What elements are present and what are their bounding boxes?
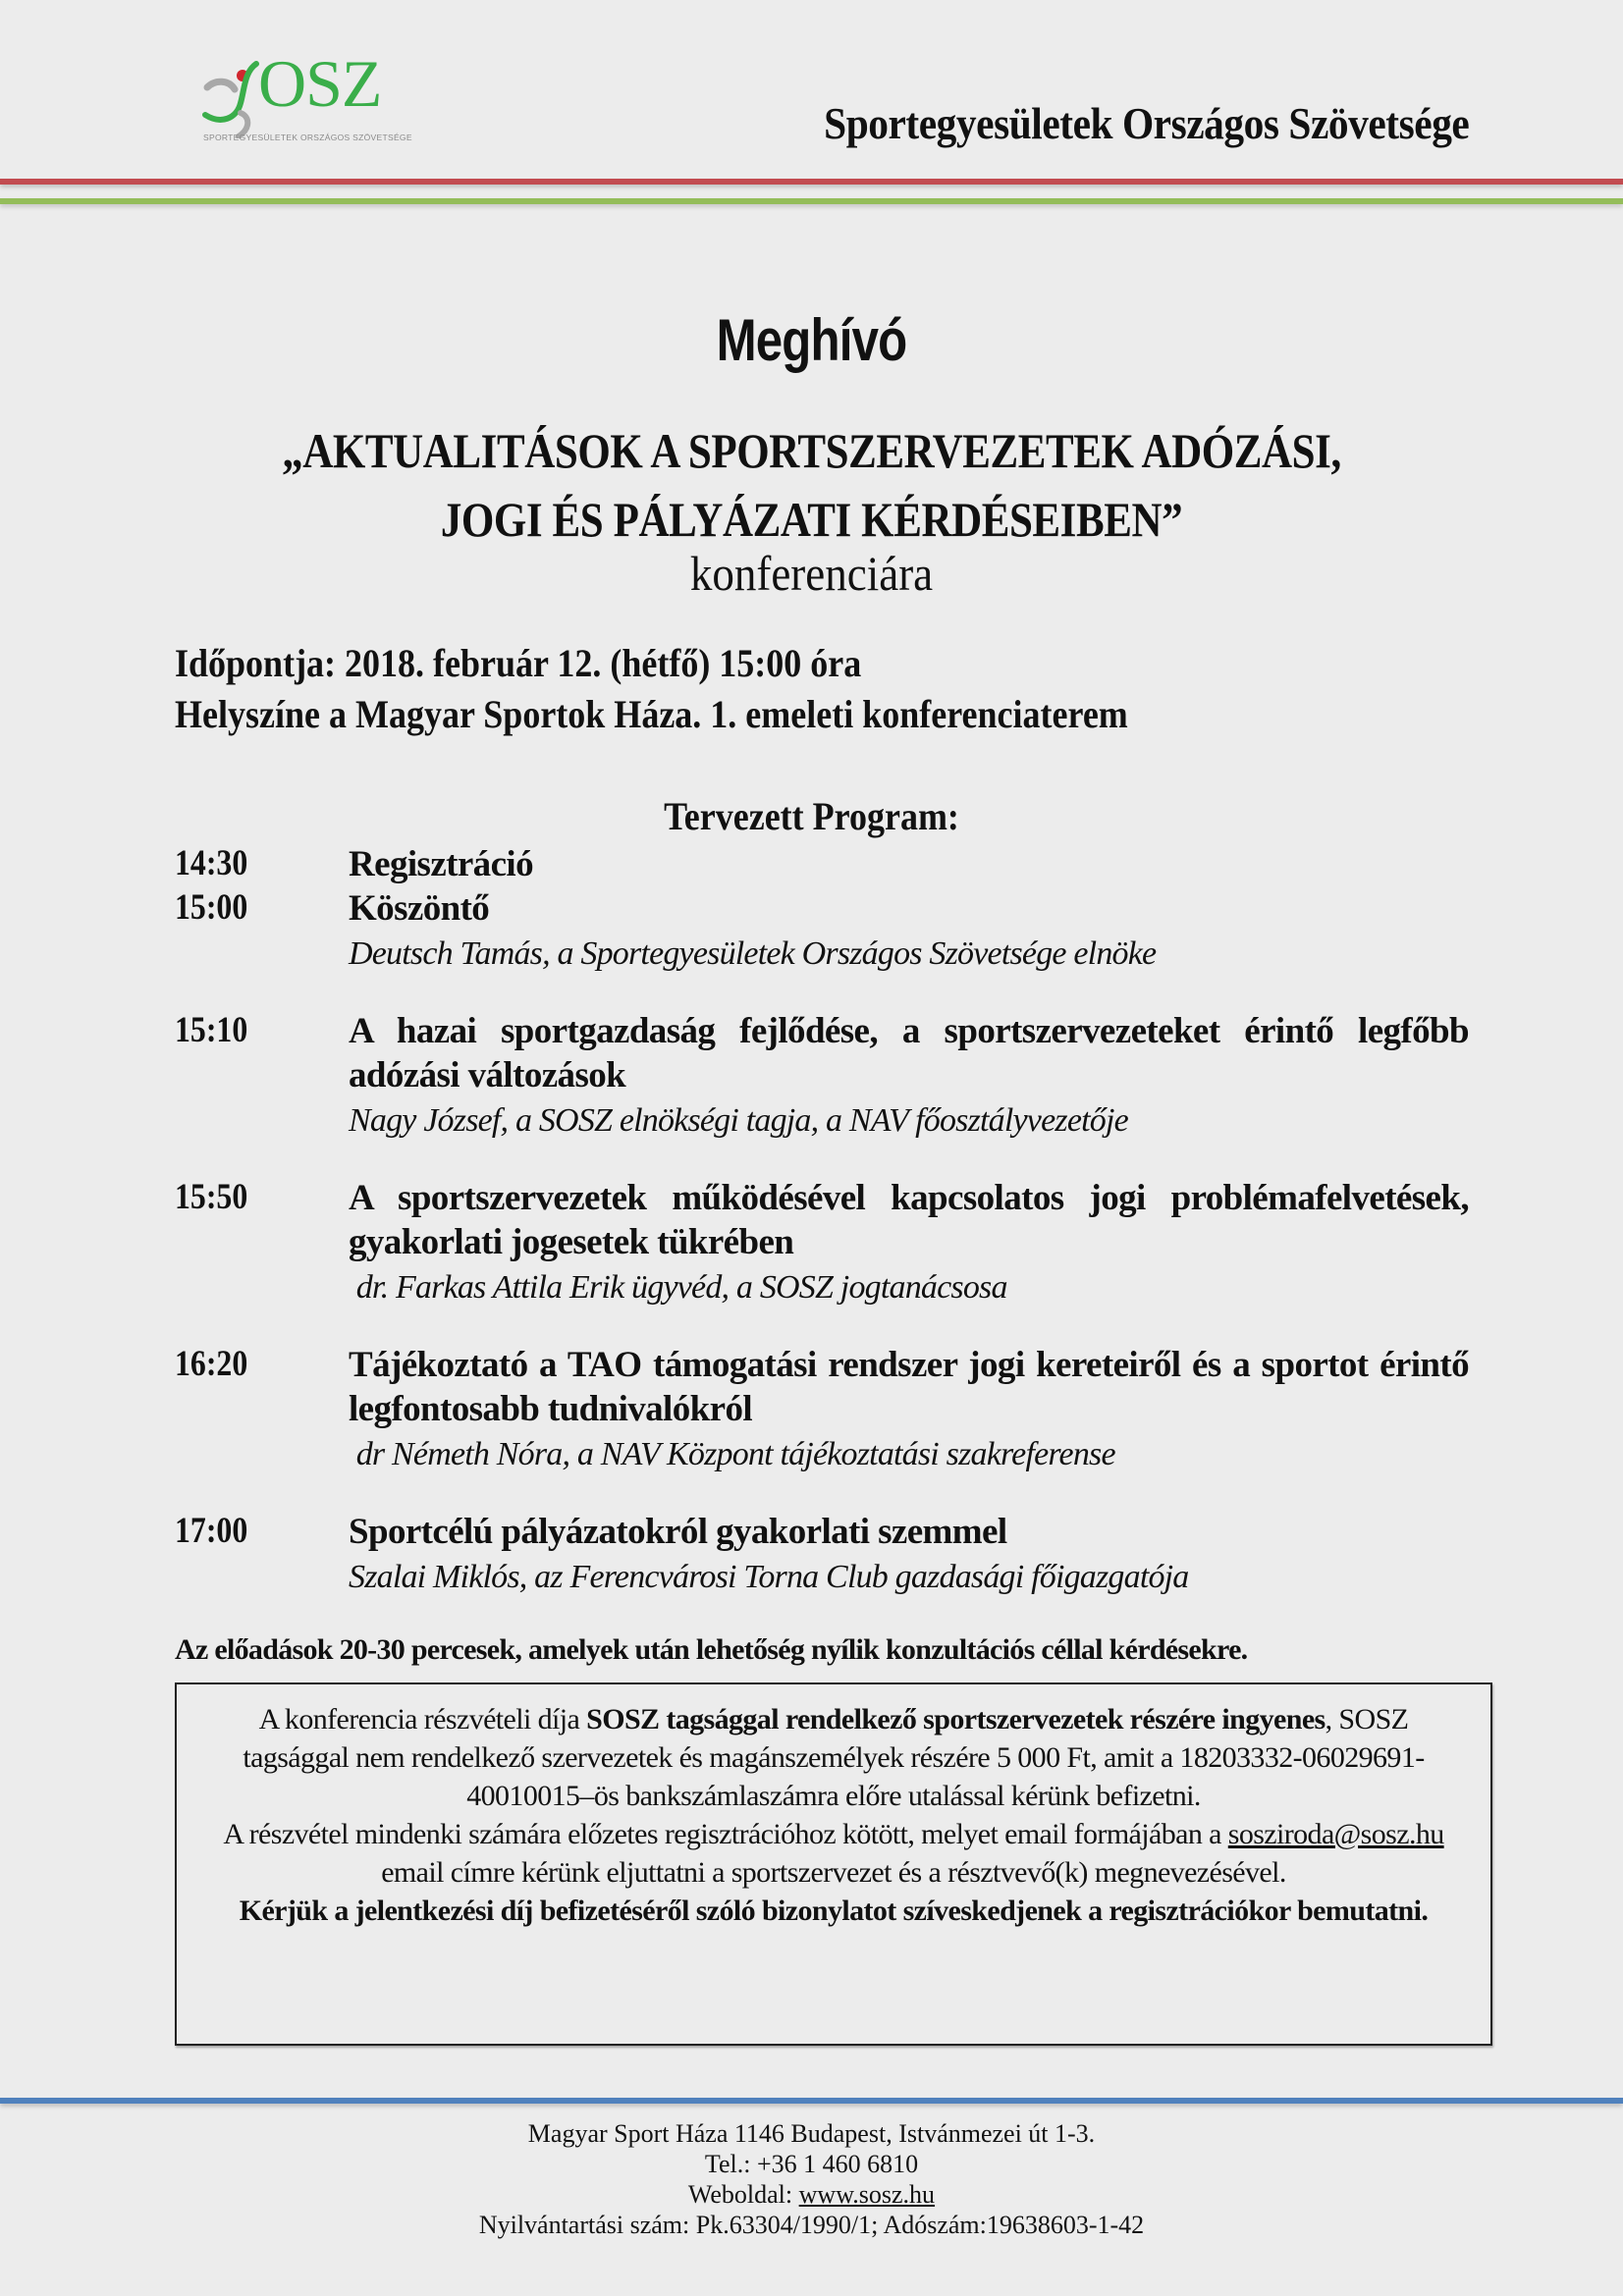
event-venue: Helyszíne a Magyar Sportok Háza. 1. emeleti konferenciaterem [175, 692, 1128, 736]
footer-website: Weboldal: www.sosz.hu [687, 2180, 936, 2209]
registration-info-box [175, 1682, 1492, 2046]
agenda-topic: A hazai sportgazdaság fejlődése, a sportszervezeteket érintő legfőbb adózási változások [349, 1011, 1469, 1095]
agenda-speaker: Nagy József, a SOSZ elnökségi tagja, a NAV főosztályvezetője [349, 1102, 1128, 1139]
conference-subtitle: konferenciára [689, 546, 934, 601]
agenda-speaker: dr. Farkas Attila Erik ügyvéd, a SOSZ jogtanácsosa [349, 1269, 1007, 1306]
agenda-time: 16:20 [175, 1344, 248, 1384]
agenda-speaker: Szalai Miklós, az Ferencvárosi Torna Club gazdasági főigazgatója [349, 1559, 1189, 1595]
conference-title [114, 416, 1510, 554]
sosz-logo [201, 46, 417, 147]
sosz-runner-logo-icon [201, 60, 262, 138]
footer-address: Magyar Sport Háza 1146 Budapest, Istvánmezei út 1-3. [527, 2119, 1096, 2148]
agenda-item [175, 1176, 1469, 1311]
agenda-item [175, 842, 1469, 886]
free-for-members-text: SOSZ tagsággal rendelkező sportszervezetek részére ingyenes [586, 1703, 1325, 1735]
session-length-note: Az előadások 20-30 percesek, amelyek után lehetőség nyílik konzultációs céllal kérdésekre. [175, 1633, 1248, 1666]
registration-paragraph: A részvétel mindenki számára előzetes regisztrációhoz kötött, melyet email formájában a sosziroda@sosz.hu email címre kérünk eljuttatni a sportszervezet és a résztvevő(k) megnevezésével. [223, 1818, 1444, 1889]
agenda-time: 15:10 [175, 1010, 248, 1050]
footer-registry: Nyilvántartási szám: Pk.63304/1990/1; Adószám:19638603-1-42 [478, 2211, 1145, 2239]
agenda-item [175, 1510, 1469, 1601]
agenda-speaker: Deutsch Tamás, a Sportegyesületek Országos Szövetsége elnöke [349, 935, 1157, 972]
agenda-topic: Regisztráció [349, 844, 533, 884]
header-divider-red [0, 179, 1623, 185]
agenda-time: 17:00 [175, 1511, 248, 1551]
email-link[interactable]: sosziroda@sosz.hu [1227, 1818, 1444, 1850]
conference-title-line-1: „AKTUALITÁSOK A SPORTSZERVEZETEK ADÓZÁSI, [282, 423, 1341, 478]
agenda-speaker: dr Németh Nóra, a NAV Központ tájékoztatási szakreferense [349, 1436, 1115, 1472]
logo-wordmark: OSZ [258, 46, 382, 121]
agenda-topic: Tájékoztató a TAO támogatási rendszer jogi kereteiről és a sportot érintő legfontosabb tudnivalókról [349, 1345, 1469, 1429]
receipt-paragraph: Kérjük a jelentkezési díj befizetéséről szóló bizonylatot szíveskedjenek a regisztrációkor bemutatni. [239, 1895, 1429, 1927]
header-divider-green [0, 198, 1623, 204]
footer [0, 2118, 1623, 2240]
agenda-time: 15:50 [175, 1177, 248, 1217]
agenda-topic: Sportcélú pályázatokról gyakorlati szemmel [349, 1512, 1007, 1552]
agenda-time: 14:30 [175, 843, 248, 883]
invitation-heading: Meghívó [716, 307, 907, 373]
event-date: Időpontja: 2018. február 12. (hétfő) 15:00 óra [175, 641, 862, 685]
program-heading: Tervezett Program: [664, 794, 959, 838]
logo-subtitle: SPORTEGYESÜLETEK ORSZÁGOS SZÖVETSÉGE [203, 133, 412, 142]
agenda-list [175, 842, 1469, 1601]
conference-title-line-2: JOGI ÉS PÁLYÁZATI KÉRDÉSEIBEN” [440, 492, 1183, 547]
agenda-item [175, 1009, 1469, 1145]
agenda-topic: A sportszervezetek működésével kapcsolatos jogi problémafelvetések, gyakorlati jogesetek tükrében [349, 1178, 1469, 1262]
agenda-item [175, 886, 1469, 978]
agenda-time: 15:00 [175, 887, 248, 928]
agenda-topic: Köszöntő [349, 888, 490, 929]
footer-divider-blue [0, 2098, 1623, 2104]
organization-name: Sportegyesületek Országos Szövetsége [823, 99, 1469, 148]
fee-paragraph: A konferencia részvételi díja SOSZ tagsággal rendelkező sportszervezetek részére ingyenes, SOSZ tagsággal nem rendelkező szervezetek és magánszemélyek részére 5 000 Ft, amit a 18203332-06029691-40010015–ös bankszámlaszámra előre utalással kérünk befizetni. [243, 1703, 1425, 1812]
website-link[interactable]: www.sosz.hu [798, 2180, 936, 2209]
footer-phone: Tel.: +36 1 460 6810 [704, 2150, 919, 2178]
agenda-item [175, 1343, 1469, 1478]
